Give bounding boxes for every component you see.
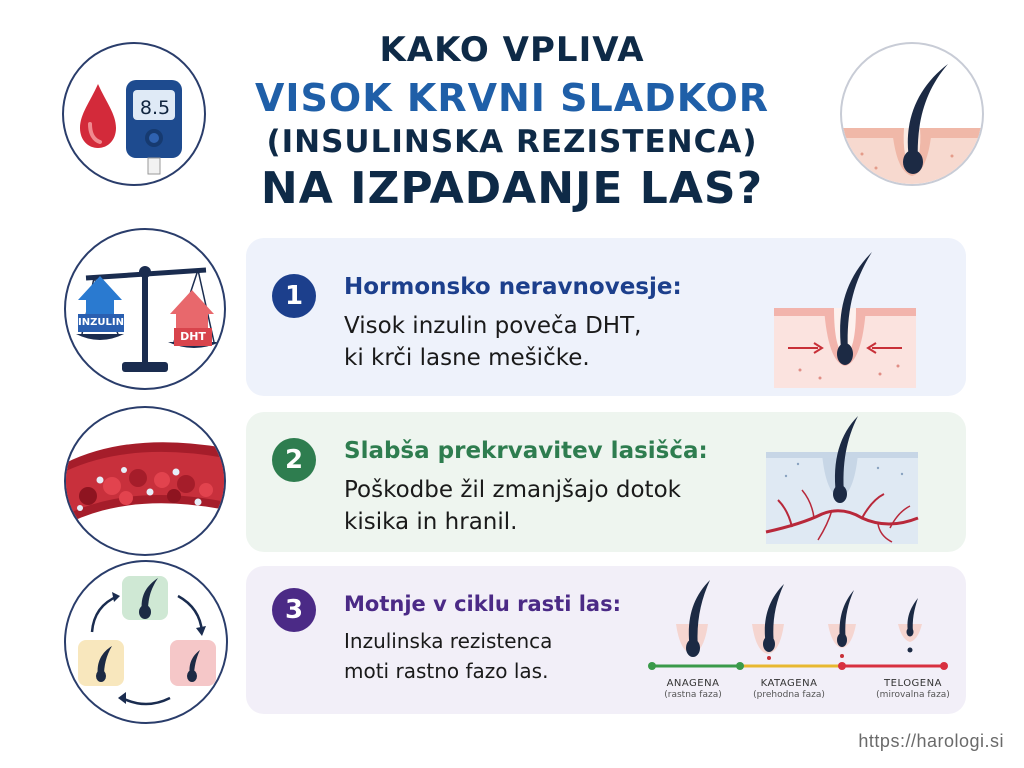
step-number-1: 1 <box>272 274 316 318</box>
step-text-1a: Visok inzulin poveča DHT, <box>344 313 642 339</box>
meter-reading: 8.5 <box>139 97 171 119</box>
step-text-1b: ki krči lasne mešičke. <box>344 345 590 371</box>
step-text-3a: Inzulinska rezistenca <box>344 629 553 653</box>
hair-follicle-illustration <box>840 42 984 186</box>
balance-scale-illustration <box>64 228 226 390</box>
step-text-2b: kisika in hranil. <box>344 509 518 535</box>
step-text-3b: moti rastno fazo las. <box>344 659 549 683</box>
title-line-1: KAKO VPLIVA <box>379 30 645 70</box>
step-number-3: 3 <box>272 588 316 632</box>
phase-subtitle: (mirovalna faza) <box>876 690 950 700</box>
title-line-4: NA IZPADANJE LAS? <box>260 163 764 214</box>
phase-name: KATAGENA <box>760 678 818 689</box>
step-card-3 <box>246 566 966 714</box>
step-card-1 <box>246 238 966 396</box>
hair-growth-phases-illustration <box>646 574 956 674</box>
phase-katagena <box>734 678 844 700</box>
phase-telogena <box>858 678 968 700</box>
phase-anagena <box>638 678 748 700</box>
step-heading-3: Motnje v ciklu rasti las: <box>344 592 621 616</box>
glucose-meter-illustration <box>62 42 206 186</box>
step-text-2a: Poškodbe žil zmanjšajo dotok <box>344 477 681 503</box>
hair-cycle-illustration <box>64 560 228 724</box>
phase-subtitle: (rastna faza) <box>664 690 722 700</box>
title-line-3: (INSULINSKA REZISTENCA) <box>266 124 758 160</box>
step-heading-1: Hormonsko neravnovesje: <box>344 274 682 300</box>
step-card-2 <box>246 412 966 552</box>
title-line-2: VISOK KRVNI SLADKOR <box>254 76 770 120</box>
scalp-blood-vessels-illustration <box>762 414 922 548</box>
blood-vessel-illustration <box>64 406 226 556</box>
scale-label-inzulin: INZULIN <box>78 314 124 332</box>
scale-label-dht: DHT <box>174 328 212 346</box>
step-number-2: 2 <box>272 438 316 482</box>
phase-name: TELOGENA <box>884 678 942 689</box>
phase-name: ANAGENA <box>666 678 720 689</box>
step-heading-2: Slabša prekrvavitev lasišča: <box>344 438 708 464</box>
phase-timeline <box>646 660 956 672</box>
blood-drop-icon <box>80 84 116 148</box>
source-url[interactable]: https://harologi.si <box>858 731 1004 751</box>
follicle-compression-illustration <box>770 244 920 392</box>
phase-subtitle: (prehodna faza) <box>753 690 825 700</box>
